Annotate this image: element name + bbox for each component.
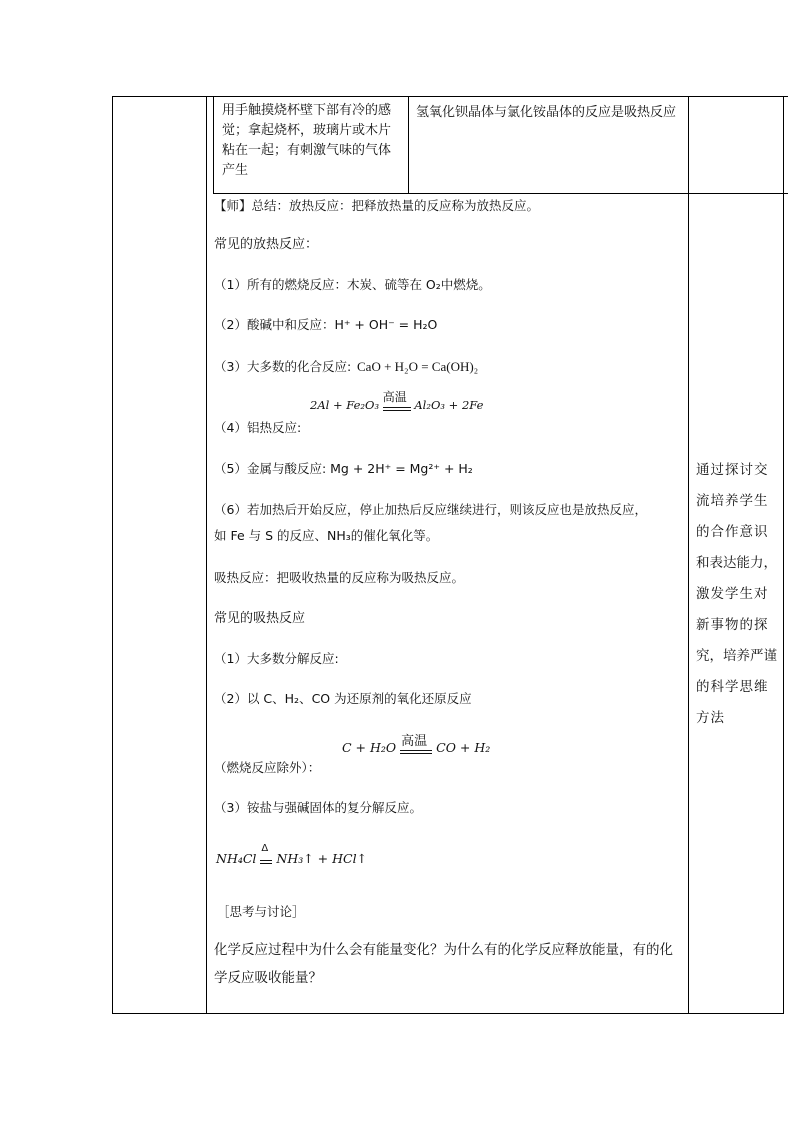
equals-sign [400,750,432,751]
exo-item-1: （1）所有的燃烧反应：木炭、硫等在 O₂中燃烧。 [214,277,491,292]
endo-definition: 吸热反应：把吸收热量的反应称为吸热反应。 [214,570,465,585]
inner-right-cell: 氢氧化钡晶体与氯化铵晶体的反应是吸热反应 [416,105,677,120]
inner-table-top [213,96,788,97]
equals-sign [383,407,411,408]
side-note-line: 究，培养严谨 [696,648,777,664]
thermite-reactants: 2Al + Fe₂O₃ [310,398,380,412]
outer-col-divider-1 [206,96,207,1014]
inner-table-right [688,96,689,194]
equals-sign [260,863,272,864]
exo-item-4-label: （4）铝热反应: [214,420,302,435]
water-gas-reactants: C + H₂O [342,740,397,755]
discussion-line-2: 学反应吸收能量？ [214,970,322,986]
equals-sign [400,753,432,754]
inner-table-bottom [213,193,788,194]
thermite-condition: 高温 [382,390,407,404]
ammonium-chloride-equation [216,843,368,866]
outer-col-divider-2 [688,96,689,1014]
discussion-title: ［思考与讨论］ [217,904,305,919]
water-gas-equation [342,734,491,755]
endo-title: 常见的吸热反应 [214,611,306,626]
thermite-products: Al₂O₃ + 2Fe [414,398,484,412]
exo-item-3-equation: CaO + H₂O = Ca(OH)₂ [357,359,479,374]
exo-item-6-line1: （6）若加热后开始反应，停止加热后反应继续进行，则该反应也是放热反应， [214,502,647,517]
outer-right-border [783,96,784,1014]
outer-left-border [112,96,113,1014]
summary-text: 【师】总结：放热反应：把释放热量的反应称为放热反应。 [214,198,540,213]
exo-item-2: （2）酸碱中和反应：H⁺ + OH⁻ = H₂O [214,317,438,332]
exo-item-5: （5）金属与酸反应: Mg + 2H⁺ = Mg²⁺ + H₂ [214,461,473,476]
discussion-line-1: 化学反应过程中为什么会有能量变化？为什么有的化学反应释放能量，有的化 [214,942,673,958]
inner-table-left [213,96,214,194]
exo-item-6-line2: 如 Fe 与 S 的反应、NH₃的催化氧化等。 [214,528,439,543]
endo-item-2-note: （燃烧反应除外）： [214,760,321,775]
side-note-line: 激发学生对 [696,586,769,602]
equals-sign [260,860,272,861]
endo-item-1: （1）大多数分解反应: [214,651,339,666]
thermite-equation [310,390,484,412]
side-note-line: 和表达能力， [696,555,777,571]
outer-bottom-border [112,1013,784,1014]
side-note-line: 通过探讨交 [696,462,769,478]
side-note-line: 新事物的探 [696,617,769,633]
nh4cl-reactant: NH₄Cl [216,851,257,866]
water-gas-products: CO + H₂ [436,740,491,755]
endo-item-3: （3）铵盐与强碱固体的复分解反应。 [214,800,422,815]
nh4cl-arrow [260,843,272,866]
side-note-line: 方法 [696,710,725,726]
side-note-line: 的合作意识 [696,524,769,540]
water-gas-condition: 高温 [401,734,428,749]
exo-title: 常见的放热反应： [214,237,319,252]
nh4cl-condition: Δ [261,843,269,854]
water-gas-arrow [400,734,432,755]
exo-item-3-label: （3）大多数的化合反应: [214,359,352,374]
equals-sign [383,410,411,411]
side-note [696,455,780,734]
side-note-line: 的科学思维 [696,679,769,695]
inner-left-cell: 用手触摸烧杯壁下部有冷的感觉；拿起烧杯，玻璃片或木片粘在一起；有刺激气味的气体产生 [222,103,392,178]
nh4cl-products: NH₃↑ + HCl↑ [276,851,368,866]
inner-table-divider [408,96,409,194]
endo-item-2: （2）以 C、H₂、CO 为还原剂的氧化还原反应 [214,691,472,706]
thermite-arrow [382,390,411,412]
side-note-line: 流培养学生 [696,493,769,509]
